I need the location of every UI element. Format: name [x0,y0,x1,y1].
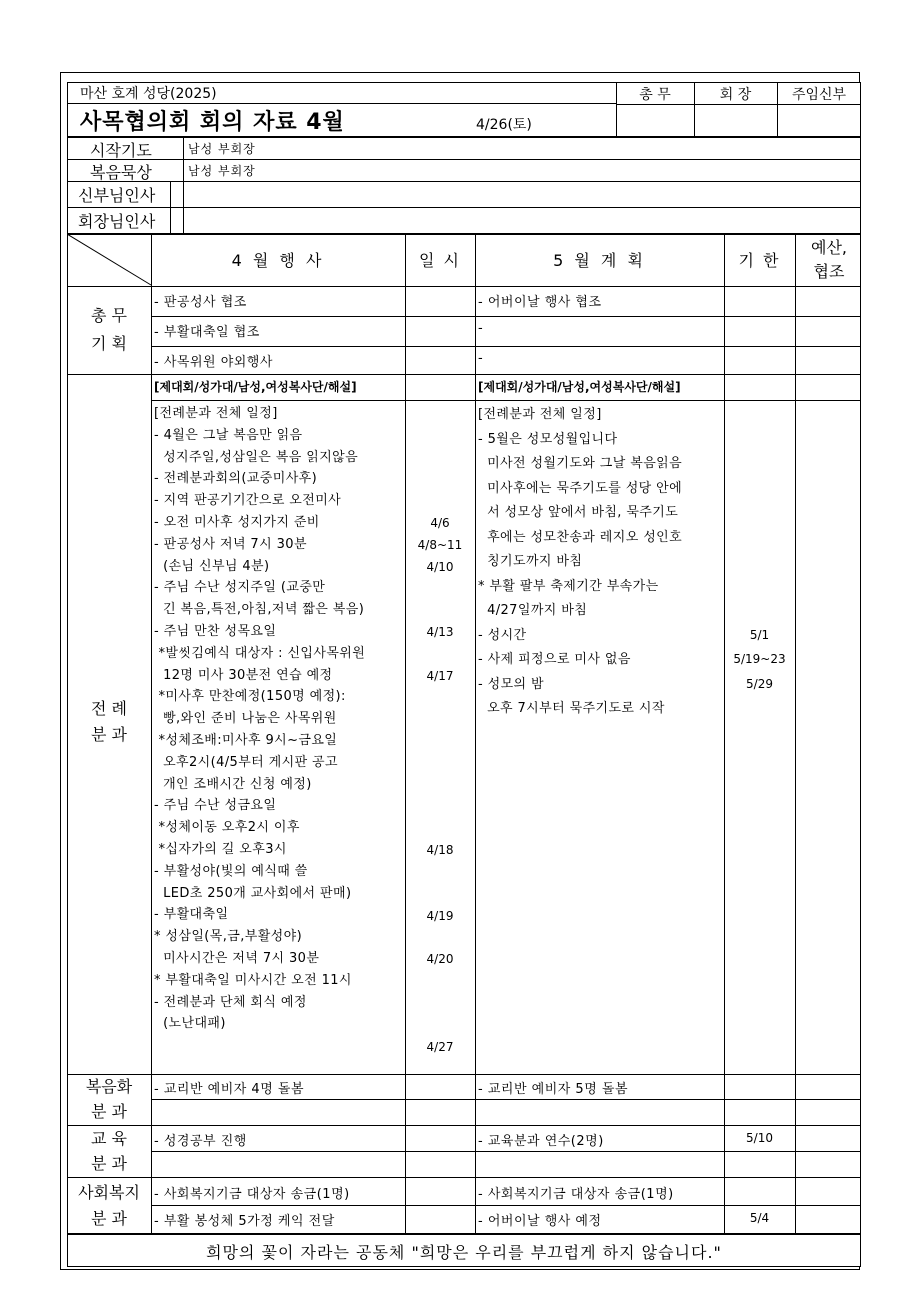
liturgy-april-line: * 성삼일(목,금,부활성야) [154,929,303,945]
parish-name: 마산 호계 성당(2025) [80,86,217,102]
welfare-may-1: - 사회복지기금 대상자 송금(1명) [478,1187,674,1202]
liturgy-april-line: 오후2시(4/5부터 게시판 공고 [154,754,338,770]
corner-diagonal [67,234,152,286]
footer-motto: 희망의 꽃이 자라는 공동체 "희망은 우리를 부끄럽게 하지 않습니다." [206,1243,722,1262]
liturgy-april-date: 4/17 [426,669,454,683]
meeting-date: 4/26(토) [476,117,532,133]
liturgy-may-line: 오후 7시부터 묵주기도로 시작 [478,701,665,716]
evangel-april: - 교리반 예비자 4명 돌봄 [154,1082,305,1097]
liturgy-april-date: 4/19 [426,908,454,923]
liturgy-april-date: 4/20 [426,952,454,967]
sign-president-label: 회 장 [719,87,752,103]
liturgy-april-line: - 판공성사 저녁 7시 30분 [154,536,307,552]
liturgy-april-line: - 부활성야(빛의 예식때 쓸 [154,863,308,879]
section-label-evangel: 복음화 분 과 [85,1077,133,1121]
welfare-april-2: - 부활 봉성체 5가정 케익 전달 [154,1214,335,1229]
liturgy-april-line: - 전례분과회의(교중미사후) [154,471,318,487]
liturgy-april-line: 빵,와인 준비 나눔은 사목위원 [154,711,337,727]
general-april-3: - 사목위원 야외행사 [154,355,273,370]
general-april-1: - 판공성사 협조 [154,295,247,310]
liturgy-april-line: - 부활대축일 [154,907,229,923]
education-april: - 성경공부 진행 [154,1134,247,1149]
liturgy-may-deadline: 5/1 [749,627,770,642]
general-may-2: - [478,321,483,336]
info-label-gospel: 복음묵상 [90,163,152,182]
info-label-priest-greeting: 신부님인사 [78,186,156,205]
liturgy-may-line: - 사제 피정으로 미사 없음 [478,652,631,667]
section-label-liturgy: 전 례 분 과 [91,699,127,744]
liturgy-april-line: *십자가의 길 오후3시 [154,841,287,857]
liturgy-april-line: (노난대패) [154,1016,226,1032]
general-april-2: - 부활대축일 협조 [154,325,260,340]
liturgy-may-list [478,403,682,722]
liturgy-april-line: 긴 복음,특전,아침,저녁 짧은 복음) [154,602,365,618]
liturgy-april-line: - 지역 판공기기간으로 오전미사 [154,493,342,509]
liturgy-april-line: 미사시간은 저녁 7시 30분 [154,950,320,966]
liturgy-april-date: 4/13 [426,625,454,640]
liturgy-april-line: * 부활대축일 미사시간 오전 11시 [154,972,352,988]
liturgy-may-line: 미사후에는 묵주기도를 성당 안에 [478,480,683,496]
liturgy-april-line: - 주님 수난 성금요일 [154,798,277,814]
general-may-3: - [478,351,483,366]
liturgy-groups-may: [제대회/성가대/남성,여성복사단/해설] [478,380,681,394]
welfare-may-2: - 어버이날 행사 예정 [478,1214,602,1229]
liturgy-april-line: LED초 250개 교사회에서 판매) [154,885,352,901]
liturgy-april-line: *성체이동 오후2시 이후 [154,820,300,836]
col-header-budget: 예산, 협조 [811,238,847,281]
liturgy-april-line: *미사후 만찬예정(150명 예정): [154,689,346,705]
liturgy-april-line: - 주님 만찬 성목요일 [154,623,277,639]
section-label-general: 총 무 기 획 [91,306,127,353]
liturgy-may-line: 미사전 성월기도와 그날 복음읽음 [478,456,683,471]
liturgy-april-line: - 오전 미사후 성지가지 준비 [154,514,320,530]
liturgy-may-line: - 5월은 성모성월입니다 [478,431,618,447]
sign-secretary-label: 총 무 [639,87,671,103]
liturgy-may-line: 4/27일까지 바침 [478,603,588,618]
liturgy-april-line: *발씻김예식 대상자 : 신입사목위원 [154,645,366,661]
education-may: - 교육분과 연수(2명) [478,1134,604,1149]
liturgy-may-line: - 성모의 밤 [478,676,544,692]
liturgy-may-line: 서 성모상 앞에서 바침, 묵주기도 [478,505,679,520]
liturgy-april-line: - 주님 수난 성지주일 (교중만 [154,580,326,596]
col-header-deadline: 기 한 [738,251,781,270]
liturgy-april-date: 4/6 [430,516,450,531]
liturgy-may-deadline: 5/29 [746,676,773,691]
liturgy-april-line: *성체조배:미사후 9시~금요일 [154,732,338,748]
liturgy-april-line: - 4월은 그날 복음만 읽음 [154,427,303,443]
liturgy-may-line: 후에는 성모찬송과 레지오 성인호 [478,529,683,545]
liturgy-may-deadline: 5/19~23 [733,652,786,666]
liturgy-may-line: - 성시간 [478,627,527,643]
liturgy-april-line: 12명 미사 30분전 연습 예정 [154,667,333,683]
sign-pastor-label: 주임신부 [791,87,847,103]
liturgy-april-date: 4/18 [426,843,454,858]
col-header-april: 4 월 행 사 [231,251,325,270]
education-deadline: 5/10 [746,1131,773,1145]
col-header-may: 5 월 계 획 [553,251,646,270]
liturgy-may-line: [전례분과 전체 일정] [478,407,602,422]
liturgy-may-line: * 부활 팔부 축제기간 부속가는 [478,578,659,594]
section-label-education: 교 육 분 과 [91,1129,127,1173]
liturgy-april-line: (손님 신부님 4분) [154,558,270,574]
section-label-welfare: 사회복지 분 과 [78,1183,140,1228]
liturgy-april-line: 개인 조배시간 신청 예정) [154,776,312,792]
liturgy-april-line: [전례분과 전체 일정] [154,406,278,421]
general-may-1: - 어버이날 행사 협조 [478,295,602,310]
info-value-gospel: 남성 부회장 [188,164,256,178]
info-value-opening-prayer: 남성 부회장 [188,142,256,156]
info-label-president-greeting: 회장님인사 [78,212,156,231]
liturgy-april-line: - 전례분과 단체 회식 예정 [154,994,307,1010]
welfare-april-1: - 사회복지기금 대상자 송금(1명) [154,1187,350,1202]
liturgy-may-line: 칭기도까지 바침 [478,554,583,569]
col-header-date: 일 시 [419,251,461,270]
evangel-may: - 교리반 예비자 5명 돌봄 [478,1082,629,1097]
liturgy-april-list [154,403,365,1035]
liturgy-april-date: 4/27 [426,1039,454,1054]
liturgy-april-date: 4/8~11 [417,538,463,553]
liturgy-groups-april: [제대회/성가대/남성,여성복사단/해설] [154,380,357,394]
liturgy-april-date: 4/10 [426,560,454,574]
welfare-deadline-2: 5/4 [749,1211,770,1225]
info-label-opening-prayer: 시작기도 [90,141,152,160]
liturgy-april-line: 성지주일,성삼일은 복음 읽지않음 [154,449,359,465]
info-box [67,137,861,234]
page-title: 사목협의회 회의 자료 4월 [80,110,345,135]
